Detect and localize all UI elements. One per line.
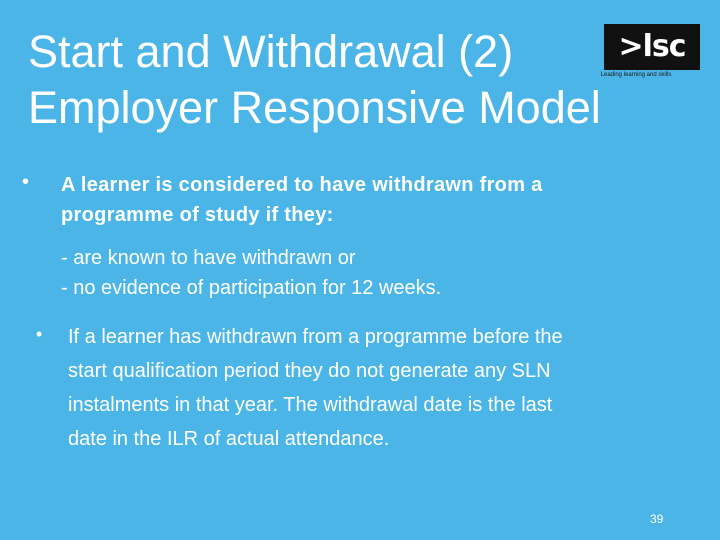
sub-item: - no evidence of participation for 12 weeks. <box>61 277 442 299</box>
slide-title <box>28 24 601 136</box>
bullet-1-line: A learner is considered to have withdrawn from a <box>61 174 543 196</box>
bullet-2-text <box>68 320 688 456</box>
title-line-2: Employer Responsive Model <box>28 82 601 133</box>
bullet-marker-1: • <box>22 171 30 193</box>
lsc-logo <box>577 24 695 80</box>
bullet-2-line: instalments in that year. The withdrawal date is the last <box>68 394 553 416</box>
logo-mark: >lsc <box>604 24 700 70</box>
bullet-2-line: start qualification period they do not generate any SLN <box>68 360 551 382</box>
bullet-1-text <box>61 170 661 230</box>
logo-tagline: Leading learning and skills <box>600 72 672 78</box>
sub-item: - are known to have withdrawn or <box>61 247 356 269</box>
title-line-1: Start and Withdrawal (2) <box>28 26 514 77</box>
bullet-2-line: date in the ILR of actual attendance. <box>68 428 390 450</box>
bullet-1-line: programme of study if they: <box>61 204 334 226</box>
sub-item-list <box>61 243 661 303</box>
page-number: 39 <box>650 512 664 526</box>
bullet-marker-2: • <box>36 324 43 344</box>
bullet-2-line: If a learner has withdrawn from a programme before the <box>68 326 563 348</box>
